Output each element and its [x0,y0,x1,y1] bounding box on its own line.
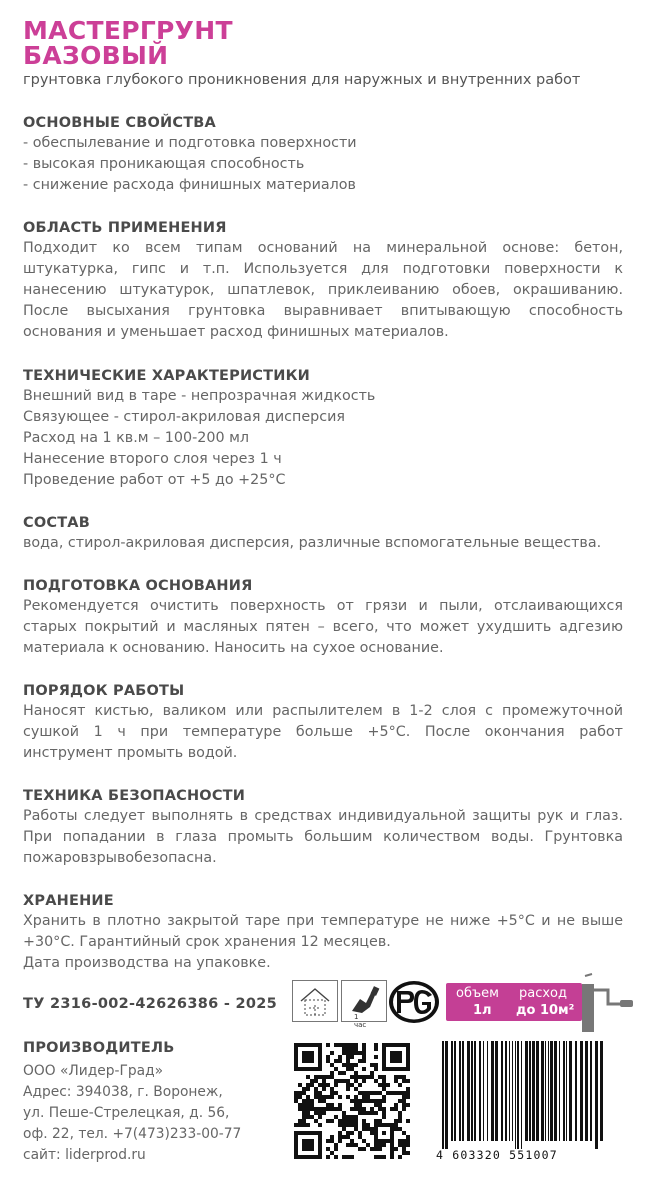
section-heading: ТЕХНИКА БЕЗОПАСНОСТИ [23,788,246,804]
barcode-number: 4 603320 551007 [436,1148,558,1162]
title-line-1: МАСТЕРГРУНТ [23,16,233,45]
qr-code [294,1043,410,1159]
section-properties [23,113,623,196]
list-item: - обеспылевание и подготовка поверхности [23,135,357,151]
volume-label: объем [456,986,499,1001]
tu-code: ТУ 2316-002-42626386 - 2025 [23,996,278,1012]
list-item: Связующее - стирол-акриловая дисперсия [23,409,346,425]
manufacturer-heading: ПРОИЗВОДИТЕЛЬ [23,1040,175,1056]
volume-value: 1л [473,1003,492,1018]
manufacturer-line: ООО «Лидер-Град» [23,1063,164,1079]
section-procedure [23,681,623,764]
section-preparation [23,576,623,659]
product-title [23,18,233,68]
coverage-label: расход [519,986,568,1001]
section-heading: ОСНОВНЫЕ СВОЙСТВА [23,115,216,131]
section-composition [23,513,623,554]
section-heading: СОСТАВ [23,515,90,531]
section-note: Дата производства на упаковке. [23,955,271,971]
title-line-2: БАЗОВЫЙ [23,41,169,70]
section-text: Подходит ко всем типам оснований на минеральной основе: бетон, штукатурка, гипс и т.п. Используется для подготовки поверхности к нанесению штукатурок, шпатлевок, приклеиванию обоев, окрашиванию. После высыхания грунтовка выравнивает впитывающую способность основания и уменьшает расход финишных материалов. [23,240,623,340]
list-item: - высокая проникающая способность [23,156,305,172]
product-subtitle: грунтовка глубокого проникновения для наружных и внутренних работ [23,72,581,88]
manufacturer-block [23,1038,241,1166]
list-item: Проведение работ от +5 до +25°С [23,472,286,488]
section-text: вода, стирол-акриловая дисперсия, различные вспомогательные вещества. [23,535,602,551]
section-safety [23,786,623,869]
section-heading: ОБЛАСТЬ ПРИМЕНЕНИЯ [23,220,227,236]
hand-caption: 1 час [354,1013,367,1029]
section-storage [23,891,623,974]
manufacturer-line: оф. 22, тел. +7(473)233-00-77 [23,1126,242,1142]
section-heading: ТЕХНИЧЕСКИЕ ХАРАКТЕРИСТИКИ [23,368,310,384]
manufacturer-line: ул. Пеше-Стрелецкая, д. 56, [23,1105,230,1121]
list-item: - снижение расхода финишных материалов [23,177,356,193]
list-item: Расход на 1 кв.м – 100-200 мл [23,430,250,446]
section-heading: ПОРЯДОК РАБОТЫ [23,683,185,699]
manufacturer-line: Адрес: 394038, г. Воронеж, [23,1084,223,1100]
list-item: Нанесение второго слоя через 1 ч [23,451,282,467]
section-heading: ХРАНЕНИЕ [23,893,114,909]
barcode [432,1041,610,1161]
section-text: Хранить в плотно закрытой таре при температуре не ниже +5°С и не выше +30°С. Гарантийный срок хранения 12 месяцев. [23,913,623,950]
volume-panel [446,983,582,1021]
coverage-value: до 10м² [516,1003,575,1018]
section-text: Работы следует выполнять в средствах индивидуальной защиты рук и глаз. При попадании в глаза промыть большим количеством воды. Грунтовка пожаровзрывобезопасна. [23,808,623,866]
section-text: Наносят кистью, валиком или распылителем в 1-2 слоя с промежуточной сушкой 1 ч при температуре больше +5°С. После окончания работ инструмент промыть водой. [23,703,623,761]
house-icon [292,980,338,1022]
manufacturer-line: сайт: liderprod.ru [23,1147,146,1163]
section-specs [23,366,623,491]
list-item: Внешний вид в таре - непрозрачная жидкость [23,388,376,404]
rst-certification-icon [388,980,440,1024]
section-application [23,218,623,343]
section-text: Рекомендуется очистить поверхность от грязи и пыли, отслаивающихся старых покрытий и масляных пятен – всего, что может ухудшить адгезию материала к основанию. Наносить на сухое основание. [23,598,623,656]
section-heading: ПОДГОТОВКА ОСНОВАНИЯ [23,578,253,594]
paint-roller-icon [582,970,634,1032]
